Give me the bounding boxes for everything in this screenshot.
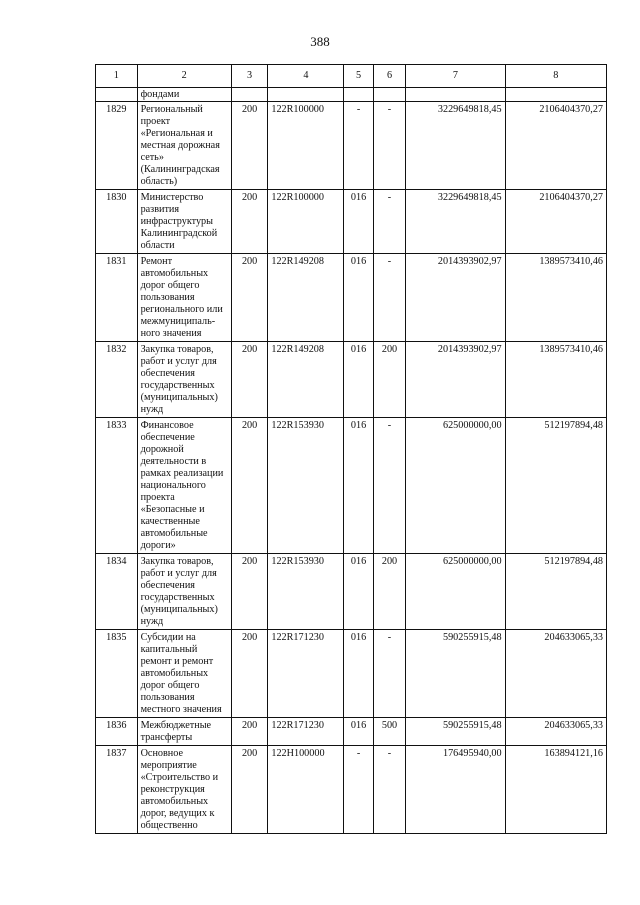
cell-dept: - xyxy=(344,102,373,190)
cell-name: Министерство развития инфраструктуры Калининградской области xyxy=(137,190,231,254)
cell-code: 122R153930 xyxy=(268,418,344,554)
table-row xyxy=(96,342,607,418)
cell-name: Региональный проект «Региональная и местная дорожная сеть» (Калининградская область) xyxy=(137,102,231,190)
cell-code: 122H100000 xyxy=(268,746,344,834)
cell-type: 500 xyxy=(373,718,405,746)
cell-type: - xyxy=(373,418,405,554)
cell-amount-1: 590255915,48 xyxy=(406,718,505,746)
budget-table xyxy=(95,64,607,834)
cell-code: 122R153930 xyxy=(268,554,344,630)
cell-name: Закупка товаров, работ и услуг для обеспечения государственных (муниципальных) нужд xyxy=(137,554,231,630)
cell-dept: 016 xyxy=(344,254,373,342)
cell-amount-1: 2014393902,97 xyxy=(406,254,505,342)
cell-section: 200 xyxy=(231,190,268,254)
cell-row-number: 1833 xyxy=(96,418,138,554)
cell-amount-1: 625000000,00 xyxy=(406,554,505,630)
column-header: 8 xyxy=(505,65,606,88)
cell-dept: 016 xyxy=(344,342,373,418)
table-row xyxy=(96,254,607,342)
column-header: 1 xyxy=(96,65,138,88)
cell-amount-1: 3229649818,45 xyxy=(406,190,505,254)
cell-section: 200 xyxy=(231,254,268,342)
cell-name: Межбюджетные трансферты xyxy=(137,718,231,746)
cell-amount-2: 1389573410,46 xyxy=(505,342,606,418)
cell-row-number: 1836 xyxy=(96,718,138,746)
cell-code: 122R149208 xyxy=(268,342,344,418)
column-header: 3 xyxy=(231,65,268,88)
cell-type: 200 xyxy=(373,342,405,418)
cell-empty xyxy=(96,88,138,102)
cell-section: 200 xyxy=(231,554,268,630)
cell-name: Финансовое обеспечение дорожной деятельности в рамках реализации национального проекта «Безопасные и качественные автомобильные дороги» xyxy=(137,418,231,554)
table-row xyxy=(96,190,607,254)
table-row xyxy=(96,102,607,190)
cell-name: Закупка товаров, работ и услуг для обеспечения государственных (муниципальных) нужд xyxy=(137,342,231,418)
cell-type: - xyxy=(373,102,405,190)
cell-amount-1: 590255915,48 xyxy=(406,630,505,718)
cell-empty xyxy=(231,88,268,102)
cell-code: 122R171230 xyxy=(268,718,344,746)
cell-section: 200 xyxy=(231,418,268,554)
cell-name: Субсидии на капитальный ремонт и ремонт автомобильных дорог общего пользования местного значения xyxy=(137,630,231,718)
cell-type: - xyxy=(373,190,405,254)
table-row xyxy=(96,418,607,554)
column-header: 4 xyxy=(268,65,344,88)
cell-name: фондами xyxy=(137,88,231,102)
cell-row-number: 1832 xyxy=(96,342,138,418)
cell-amount-2: 2106404370,27 xyxy=(505,102,606,190)
cell-code: 122R171230 xyxy=(268,630,344,718)
cell-row-number: 1837 xyxy=(96,746,138,834)
cell-amount-2: 1389573410,46 xyxy=(505,254,606,342)
cell-empty xyxy=(268,88,344,102)
cell-amount-2: 512197894,48 xyxy=(505,418,606,554)
cell-type: 200 xyxy=(373,554,405,630)
cell-dept: - xyxy=(344,746,373,834)
cell-empty xyxy=(344,88,373,102)
cell-code: 122R100000 xyxy=(268,102,344,190)
cell-code: 122R100000 xyxy=(268,190,344,254)
cell-amount-2: 204633065,33 xyxy=(505,630,606,718)
cell-row-number: 1831 xyxy=(96,254,138,342)
cell-empty xyxy=(373,88,405,102)
cell-dept: 016 xyxy=(344,630,373,718)
column-header: 5 xyxy=(344,65,373,88)
cell-type: - xyxy=(373,630,405,718)
cell-name: Ремонт автомобильных дорог общего пользования регионального или межмуниципаль-ного значения xyxy=(137,254,231,342)
cell-section: 200 xyxy=(231,746,268,834)
cell-section: 200 xyxy=(231,718,268,746)
table-row xyxy=(96,554,607,630)
table-row xyxy=(96,746,607,834)
column-header: 6 xyxy=(373,65,405,88)
cell-empty xyxy=(406,88,505,102)
column-header: 7 xyxy=(406,65,505,88)
table-row-continuation xyxy=(96,88,607,102)
cell-amount-2: 204633065,33 xyxy=(505,718,606,746)
cell-type: - xyxy=(373,746,405,834)
cell-amount-1: 2014393902,97 xyxy=(406,342,505,418)
cell-amount-2: 2106404370,27 xyxy=(505,190,606,254)
cell-dept: 016 xyxy=(344,718,373,746)
table-row xyxy=(96,630,607,718)
column-header: 2 xyxy=(137,65,231,88)
cell-amount-2: 512197894,48 xyxy=(505,554,606,630)
cell-dept: 016 xyxy=(344,190,373,254)
cell-section: 200 xyxy=(231,102,268,190)
table-row xyxy=(96,718,607,746)
cell-dept: 016 xyxy=(344,554,373,630)
cell-amount-2: 163894121,16 xyxy=(505,746,606,834)
cell-code: 122R149208 xyxy=(268,254,344,342)
cell-amount-1: 176495940,00 xyxy=(406,746,505,834)
cell-row-number: 1830 xyxy=(96,190,138,254)
cell-name: Основное мероприятие «Строительство и реконструкция автомобильных дорог, ведущих к общественно xyxy=(137,746,231,834)
table-header-row xyxy=(96,65,607,88)
cell-row-number: 1829 xyxy=(96,102,138,190)
cell-section: 200 xyxy=(231,342,268,418)
cell-empty xyxy=(505,88,606,102)
page-number: 388 xyxy=(310,34,330,49)
cell-row-number: 1834 xyxy=(96,554,138,630)
cell-section: 200 xyxy=(231,630,268,718)
cell-dept: 016 xyxy=(344,418,373,554)
cell-amount-1: 625000000,00 xyxy=(406,418,505,554)
cell-type: - xyxy=(373,254,405,342)
cell-row-number: 1835 xyxy=(96,630,138,718)
cell-amount-1: 3229649818,45 xyxy=(406,102,505,190)
